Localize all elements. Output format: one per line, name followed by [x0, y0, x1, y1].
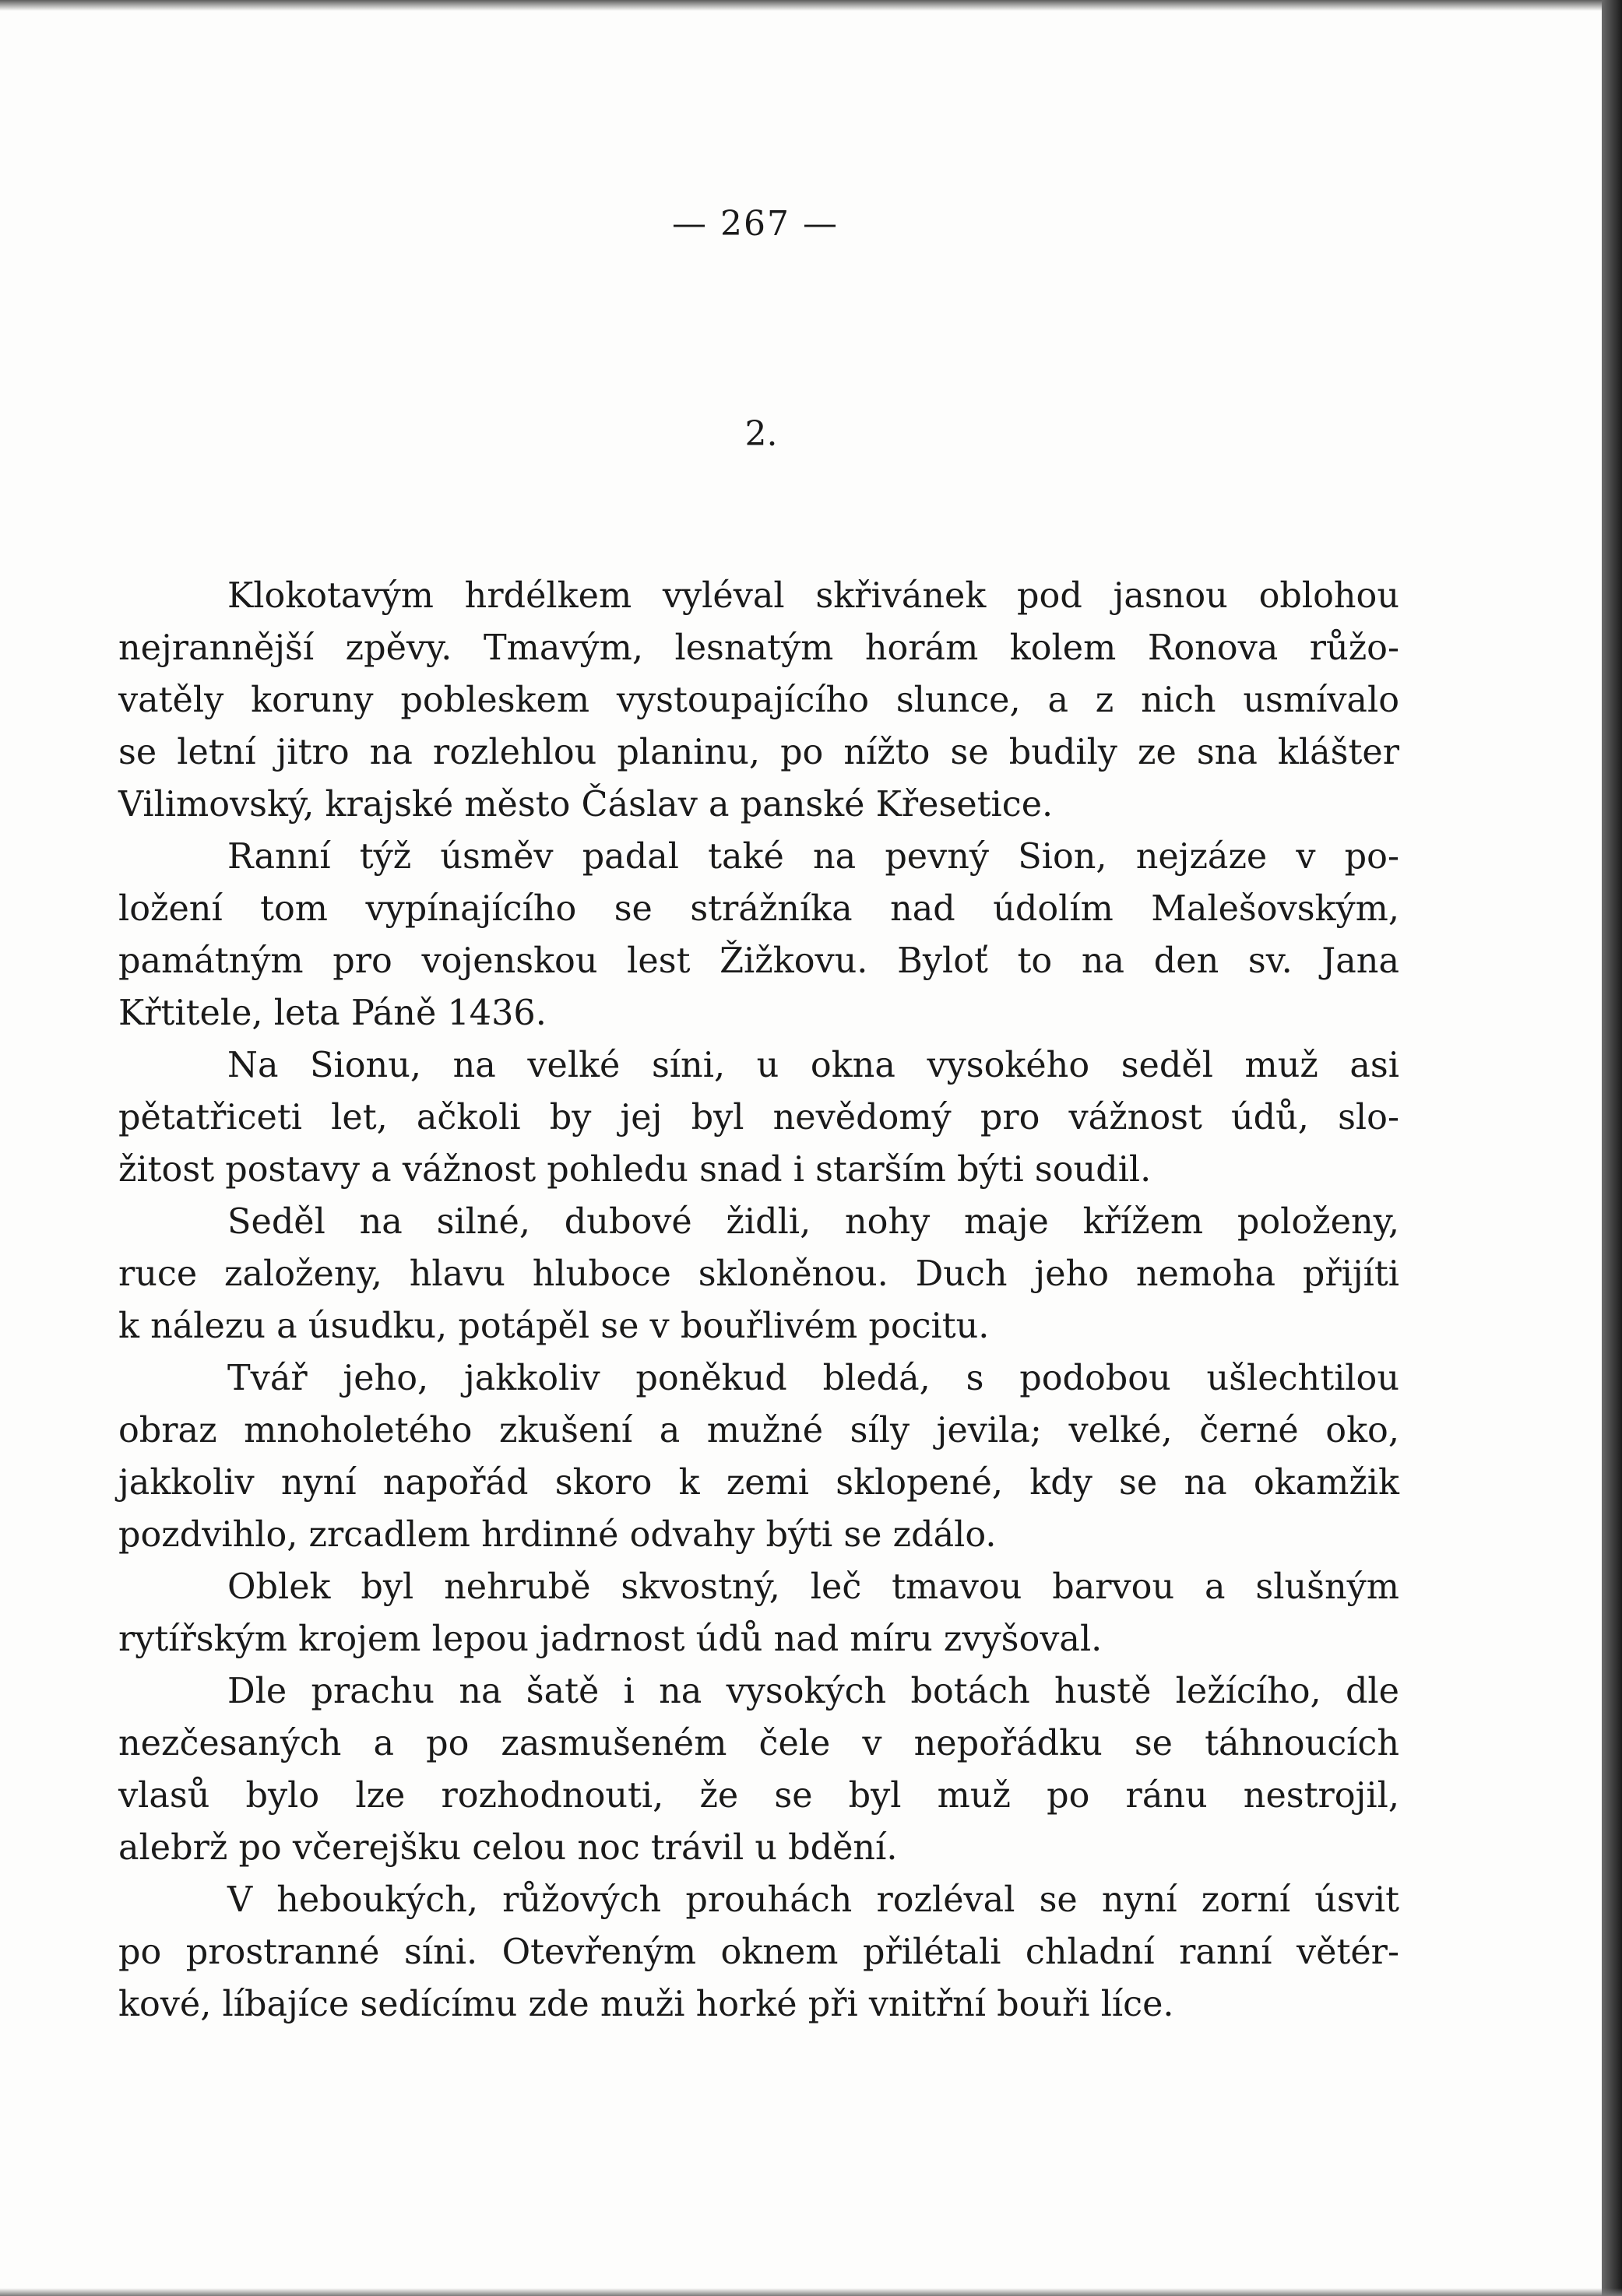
paragraph [118, 831, 1399, 1039]
text-line: obraz mnoholetého zkušení a mužné síly jevila; velké, černé oko, [118, 1411, 1399, 1450]
text-line: alebrž po včerejšku celou noc trávil u bdění. [118, 1828, 898, 1868]
paragraph [118, 1561, 1399, 1665]
text-line: po prostranné síni. Otevřeným oknem přilétali chladní ranní větér- [118, 1932, 1399, 1972]
paragraph [118, 1352, 1399, 1561]
paragraph [118, 1039, 1399, 1196]
scan-edge-top [0, 0, 1622, 11]
text-line: Ranní týž úsměv padal také na pevný Sion, nejzáze v po- [227, 837, 1399, 877]
text-line: k nálezu a úsudku, potápěl se v bouřlivém pocitu. [118, 1306, 990, 1346]
text-line: ruce založeny, hlavu hluboce skloněnou. Duch jeho nemoha přijíti [118, 1254, 1399, 1294]
text-line: V heboukých, růžových prouhách rozléval se nyní zorní úsvit [227, 1880, 1399, 1920]
text-line: Klokotavým hrdélkem vyléval skřivánek pod jasnou oblohou [227, 576, 1399, 616]
paragraph [118, 1196, 1399, 1352]
text-line: se letní jitro na rozlehlou planinu, po nížto se budily ze sna klášter [118, 733, 1399, 772]
text-line: ložení tom vypínajícího se strážníka nad údolím Malešovským, [118, 889, 1399, 929]
text-line: nejrannější zpěvy. Tmavým, lesnatým horám kolem Ronova růžo- [118, 628, 1399, 668]
paragraph [118, 1874, 1399, 2031]
text-line: Dle prachu na šatě i na vysokých botách hustě ležícího, dle [227, 1672, 1399, 1711]
paragraph [118, 570, 1399, 831]
text-line: Na Sionu, na velké síni, u okna vysokého seděl muž asi [227, 1046, 1399, 1085]
text-line: pětatřiceti let, ačkoli by jej byl nevědomý pro vážnost údů, slo- [118, 1098, 1399, 1137]
text-line: Křtitele, leta Páně 1436. [118, 993, 547, 1033]
text-line: pozdvihlo, zrcadlem hrdinné odvahy býti se zdálo. [118, 1515, 997, 1555]
body-text [118, 570, 1399, 2031]
page-number: — 267 — [672, 204, 839, 244]
text-line: Vilimovský, krajské město Čáslav a panské Křesetice. [118, 785, 1054, 825]
text-line: památným pro vojenskou lest Žižkovu. Byloť to na den sv. Jana [118, 941, 1399, 981]
text-line: vlasů bylo lze rozhodnouti, že se byl muž po ránu nestrojil, [118, 1776, 1399, 1816]
paragraph [118, 1665, 1399, 1874]
scan-edge-bottom [0, 2288, 1622, 2296]
text-line: žitost postavy a vážnost pohledu snad i starším býti soudil. [118, 1150, 1152, 1190]
text-line: vatěly koruny pobleskem vystoupajícího slunce, a z nich usmívalo [118, 680, 1399, 720]
text-line: rytířským krojem lepou jadrnost údů nad míru zvyšoval. [118, 1619, 1103, 1659]
text-line: Seděl na silné, dubové židli, nohy maje křížem položeny, [227, 1202, 1399, 1242]
text-line: Oblek byl nehrubě skvostný, leč tmavou barvou a slušným [227, 1567, 1399, 1607]
chapter-number: 2. [744, 414, 778, 454]
text-line: Tvář jeho, jakkoliv poněkud bledá, s podobou ušlechtilou [227, 1359, 1399, 1398]
scan-edge-right [1602, 0, 1622, 2296]
text-line: kové, líbajíce sedícímu zde muži horké při vnitřní bouři líce. [118, 1985, 1174, 2024]
text-line: jakkoliv nyní napořád skoro k zemi sklopené, kdy se na okamžik [118, 1463, 1399, 1503]
text-line: nezčesaných a po zasmušeném čele v nepořádku se táhnoucích [118, 1724, 1399, 1763]
